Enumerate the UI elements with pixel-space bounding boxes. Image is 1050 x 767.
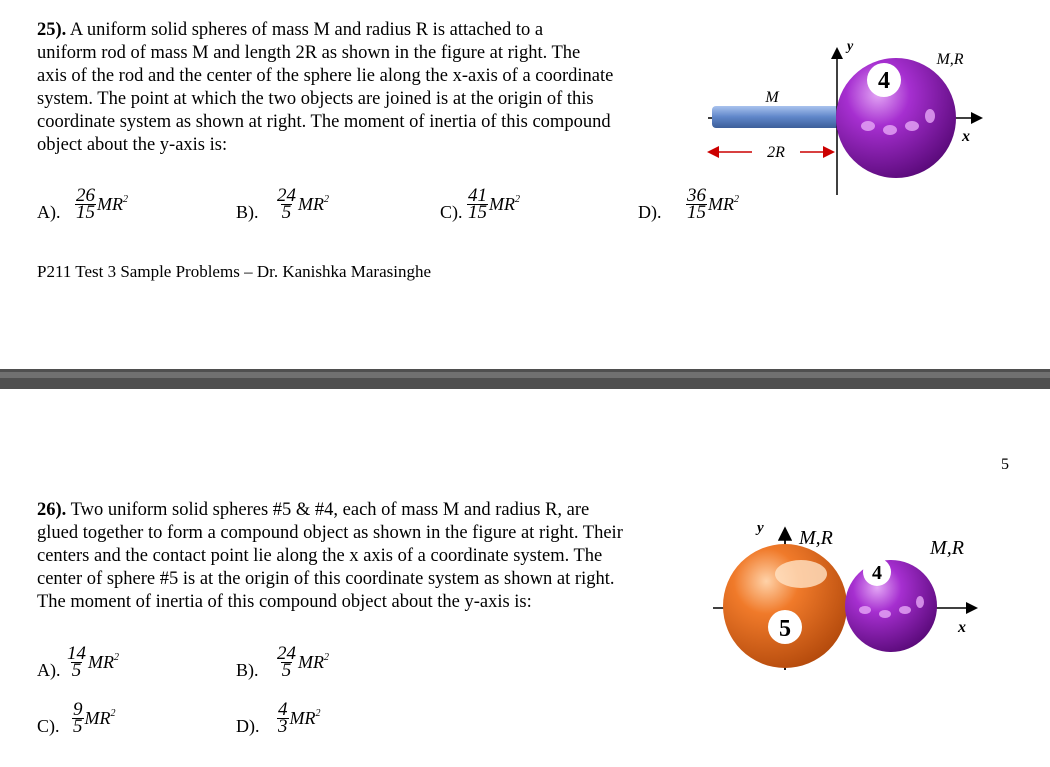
problem-26-text: [37, 499, 707, 614]
denominator: 3: [278, 716, 288, 737]
numerator: 26: [76, 185, 95, 206]
term: MR: [298, 652, 324, 672]
exponent: 2: [324, 652, 329, 663]
denominator: 5: [73, 716, 83, 737]
ball-number: 4: [878, 68, 890, 94]
ball-4-number: 4: [872, 562, 882, 584]
option-expression: [75, 185, 128, 223]
exponent: 2: [324, 194, 329, 205]
exponent: 2: [114, 652, 119, 663]
denominator: 15: [687, 202, 706, 223]
term: MR: [289, 708, 316, 728]
option-label: A).: [37, 660, 61, 680]
option-expression: [277, 699, 321, 737]
numerator: 9: [73, 699, 83, 720]
term: MR: [708, 194, 734, 214]
option-label: C).: [440, 202, 463, 222]
page-number: 5: [1001, 456, 1009, 473]
x-label: x: [962, 128, 970, 145]
exponent: 2: [315, 708, 321, 719]
numerator: 36: [687, 185, 706, 206]
option-expression: [276, 185, 329, 223]
denominator: 5: [281, 202, 292, 223]
numerator: 14: [67, 643, 86, 664]
y-label: y: [847, 39, 854, 54]
option-label: B).: [236, 660, 259, 680]
option-expression: [276, 643, 329, 681]
problem-25-line-6: object about the y-axis is:: [37, 135, 228, 155]
sphere-4: [845, 560, 937, 652]
exponent: 2: [123, 194, 128, 205]
sphere-5-highlight: [775, 560, 827, 588]
problem-25-text: [37, 19, 697, 157]
term: MR: [84, 708, 111, 728]
footer-text: P211 Test 3 Sample Problems – Dr. Kanishka Marasinghe: [37, 262, 432, 281]
problem-25-line-1: 25). A uniform solid spheres of mass M and radius R is attached to a: [37, 20, 544, 40]
option-expression: [66, 643, 119, 681]
sphere-label: M,R: [936, 51, 964, 68]
x-label: x: [958, 619, 966, 636]
problem-26-line-1: 26). Two uniform solid spheres #5 & #4, each of mass M and radius R, are: [37, 500, 590, 520]
problem-26-line-3: centers and the contact point lie along the x axis of a coordinate system. The: [37, 546, 603, 566]
option-label: D).: [236, 716, 260, 736]
figure-26-two-spheres: [705, 510, 1005, 690]
problem-26-line-5: The moment of inertia of this compound object about the y-axis is:: [37, 592, 532, 612]
option-label: C).: [37, 716, 60, 736]
problem-25-line-2: uniform rod of mass M and length 2R as shown in the figure at right. The: [37, 43, 581, 63]
denominator: 5: [281, 660, 292, 681]
option-label: A).: [37, 202, 61, 222]
sphere-5-label: M,R: [799, 527, 833, 549]
denominator: 15: [468, 202, 487, 223]
exponent: 2: [734, 194, 739, 205]
option-label: B).: [236, 202, 259, 222]
problem-26-number: 26).: [37, 500, 67, 520]
numerator: 24: [277, 643, 296, 664]
numerator: 4: [278, 699, 288, 720]
option-expression: [686, 185, 739, 223]
rod: [712, 106, 840, 128]
term: MR: [298, 194, 324, 214]
exponent: 2: [110, 708, 116, 719]
term: MR: [88, 652, 114, 672]
problem-25-line-5: coordinate system as shown at right. The moment of inertia of this compound: [37, 112, 611, 132]
problem-25-number: 25).: [37, 20, 67, 40]
option-expression: [467, 185, 520, 223]
problem-26-line-4: center of sphere #5 is at the origin of this coordinate system as shown at right.: [37, 569, 615, 589]
option-label: D).: [638, 202, 662, 222]
sphere-5: [723, 544, 847, 668]
term: MR: [489, 194, 515, 214]
denominator: 15: [76, 202, 95, 223]
length-label: 2R: [767, 144, 785, 161]
denominator: 5: [71, 660, 82, 681]
numerator: 41: [468, 185, 487, 206]
y-label: y: [757, 520, 764, 536]
problem-25-line-4: system. The point at which the two objects are joined is at the origin of this: [37, 89, 594, 109]
problem-26-line-2: glued together to form a compound object as shown in the figure at right. Their: [37, 523, 623, 543]
option-expression: [72, 699, 116, 737]
sphere-4-label: M,R: [930, 537, 964, 559]
term: MR: [97, 194, 123, 214]
problem-25-line-3: axis of the rod and the center of the sphere lie along the x-axis of a coordinate: [37, 66, 614, 86]
ball-5-number: 5: [779, 616, 791, 642]
page-divider-highlight: [0, 372, 1050, 378]
numerator: 24: [277, 185, 296, 206]
rod-mass-label: M: [765, 89, 779, 106]
exponent: 2: [515, 194, 520, 205]
figure-25-rod-sphere: [700, 20, 1000, 220]
